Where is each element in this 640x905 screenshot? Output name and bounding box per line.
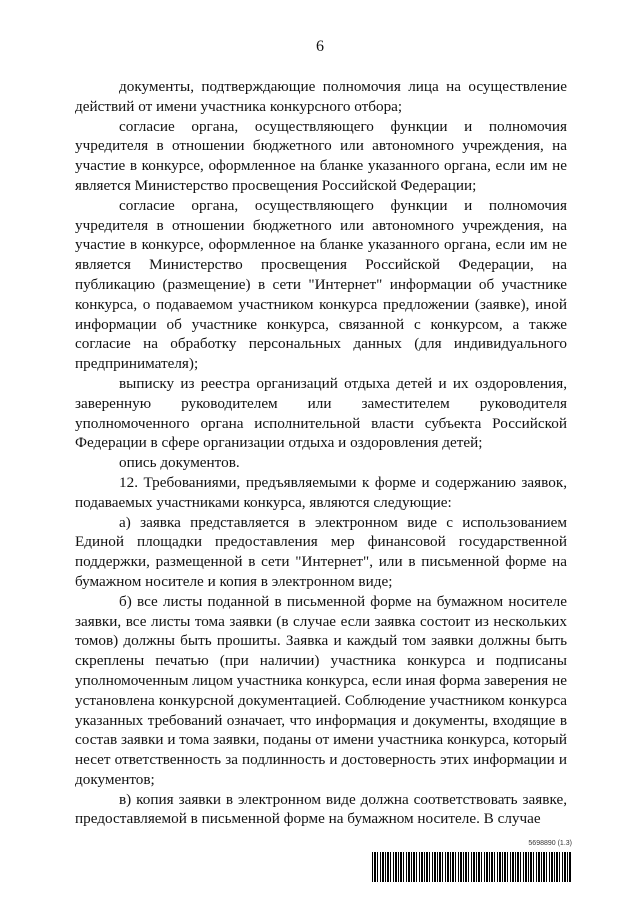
page-number: 6 xyxy=(316,38,324,55)
paragraph: в) копия заявки в электронном виде должна соответствовать заявке, предоставляемой в письменной форме на бумажном носителе. В случае xyxy=(75,790,567,828)
paragraph: 12. Требованиями, предъявляемыми к форме и содержанию заявок, подаваемых участниками конкурса, являются следующие: xyxy=(75,473,567,511)
barcode-icon xyxy=(372,852,572,882)
body-text xyxy=(75,77,567,829)
paragraph: документы, подтверждающие полномочия лица на осуществление действий от имени участника конкурсного отбора; xyxy=(75,78,567,115)
paragraph: б) все листы поданной в письменной форме на бумажном носителе заявки, все листы тома заявки (в случае если заявка состоит из нескольких томов) должны быть прошиты. Заявка и каждый том заявки должны быть скреплены печатью (при наличии) участника конкурса и подписаны уполномоченным лицом участника конкурса, если иная форма заверения не установлена конкурсной документацией. Соблюдение участником конкурса указанных требований означает, что информация и документы, входящие в состав заявки и тома заявки, поданы от имени участника конкурса, который несет ответственность за подлинность и достоверность этих информации и документов; xyxy=(75,592,567,788)
paragraph: опись документов. xyxy=(119,454,240,472)
paragraph: выписку из реестра организаций отдыха детей и их оздоровления, заверенную руководителем или заместителем руководителя уполномоченного органа исполнительной власти субъекта Российской Федерации в сфере организации отдыха и оздоровления детей; xyxy=(75,374,567,452)
paragraph: согласие органа, осуществляющего функции и полномочия учредителя в отношении бюджетного или автономного учреждения, на участие в конкурсе, оформленное на бланке указанного органа, если им не является Министерство просвещения Российской Федерации; xyxy=(75,117,567,194)
paragraph: а) заявка представляется в электронном виде с использованием Единой площадки предоставления мер финансовой государственной поддержки, размещенной в сети "Интернет", или в письменной форме на бумажном носителе и копия в электронном виде; xyxy=(75,513,567,590)
barcode-caption: 5698890 (1.3) xyxy=(528,840,572,847)
paragraph: согласие органа, осуществляющего функции и полномочия учредителя в отношении бюджетного или автономного учреждения, на участие в конкурсе, оформленное на бланке указанного органа, если им не является Министерство просвещения Российской Федерации, на публикацию (размещение) в сети "Интернет" информации об участнике конкурса, о подаваемом участником конкурса предложении (заявке), иной информации об участнике конкурса, связанной с конкурсом, а также согласие на обработку персональных данных (для индивидуального предпринимателя); xyxy=(75,196,567,373)
barcode-area xyxy=(372,840,572,890)
